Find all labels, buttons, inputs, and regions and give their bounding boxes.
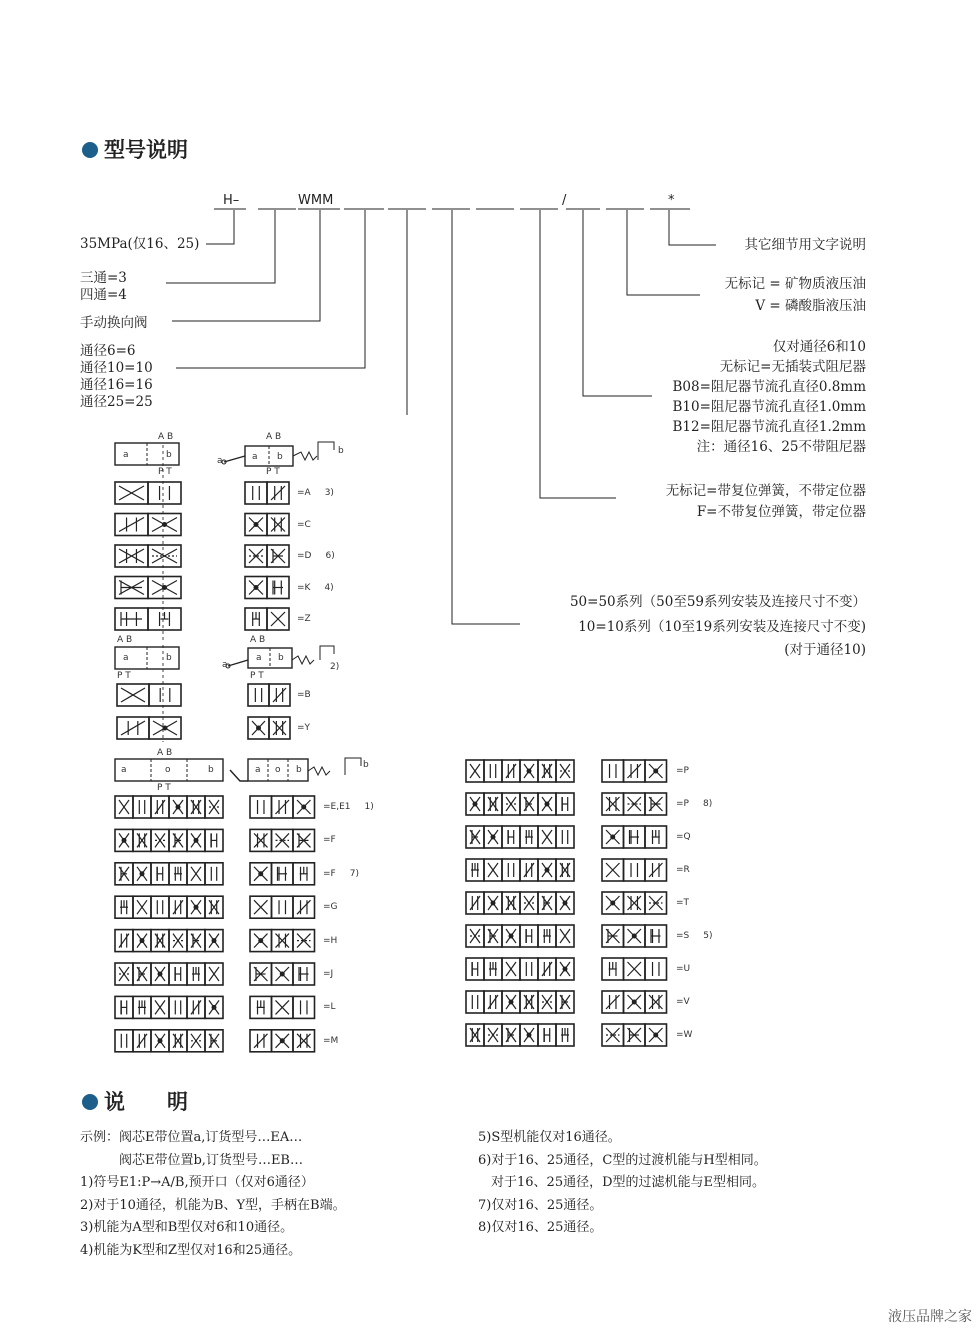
label-other: 其它细节用文字说明 [744, 237, 866, 253]
function-note: 4) [324, 582, 334, 593]
function-label [676, 1030, 706, 1040]
flow-dot [491, 835, 495, 839]
label-manual: 手动换向阀 [80, 315, 148, 331]
function-label [676, 766, 703, 776]
note-line: 4)机能为K型和Z型仅对16和25通径。 [80, 1242, 302, 1258]
flow-dot [254, 586, 258, 590]
spring-icon [293, 452, 317, 460]
note-line: 5)S型机能仅对16通径。 [478, 1130, 621, 1145]
flow-line [649, 863, 663, 877]
flow-line [271, 486, 285, 500]
port-ab-label: A B [158, 432, 174, 442]
note-line: 7)仅对16、25通径。 [478, 1197, 603, 1213]
label-damper-2: B08=阻尼器节流孔直径0.8mm [672, 379, 866, 395]
function-label [297, 488, 334, 498]
function-label [676, 898, 703, 908]
function-code: =L [323, 1002, 336, 1013]
function-code: =G [323, 902, 338, 913]
flow-line [173, 900, 183, 914]
code-wmm: WMM [298, 193, 334, 208]
function-code: =H [323, 935, 338, 946]
spring-b: b [363, 760, 369, 770]
function-label [323, 969, 347, 979]
label-way-4: 四通=4 [80, 287, 127, 303]
flow-dot [527, 769, 531, 773]
note-line: 6)对于16、25通径，C型的过渡机能与H型相同。 [478, 1152, 767, 1168]
function-code: =M [323, 1035, 339, 1046]
port-pt-label: P T [158, 467, 172, 477]
valve-row [645, 958, 667, 980]
pos-b: b [166, 653, 172, 663]
function-note: 5) [703, 931, 713, 941]
flow-dot [212, 939, 216, 943]
flow-dot [212, 1005, 216, 1009]
function-code: =F [323, 835, 336, 846]
flow-dot [163, 586, 167, 590]
label-series-10-note: (对于通径10) [784, 642, 866, 658]
valve-row [115, 1030, 133, 1052]
label-series-50: 50=50系列（50至59系列安装及连接尺寸不变） [569, 594, 866, 610]
function-code: =D [297, 551, 312, 561]
flow-dot [632, 934, 636, 938]
section-title-model: 型号说明 [82, 134, 188, 164]
notes-left [80, 1127, 346, 1263]
flow-line [506, 764, 516, 778]
code-h: H– [223, 193, 240, 208]
flow-line [297, 900, 311, 914]
function-code: =J [323, 969, 334, 979]
function-label [676, 799, 712, 809]
flow-dot [122, 838, 126, 842]
flow-line [191, 1000, 201, 1014]
function-label [323, 1036, 352, 1046]
function-code: =C [297, 519, 311, 530]
label-series-10: 10=10系列（10至19系列安装及连接尺寸不变) [578, 619, 866, 635]
port-ab-label: A B [117, 635, 133, 645]
flow-line [542, 962, 552, 976]
note-line: 3)机能为A型和B型仅对6和10通径。 [80, 1220, 294, 1236]
pos-b: b [208, 765, 214, 775]
label-way-3: 三通=3 [80, 270, 127, 286]
label-size-16: 通径16=16 [80, 377, 153, 393]
flow-dot [545, 802, 549, 806]
lever-icon [224, 456, 245, 462]
function-code: =Q [676, 832, 691, 842]
function-note: 3) [324, 488, 334, 498]
pos-a: a [255, 765, 261, 775]
note-line: 2)对于10通径，机能为B、Y型，手柄在B端。 [80, 1197, 346, 1213]
detent-icon [318, 442, 334, 460]
flow-line [524, 863, 534, 877]
flow-line [628, 764, 642, 778]
function-code: =V [676, 997, 690, 1007]
function-code: =W [676, 1030, 693, 1040]
flow-dot [563, 901, 567, 905]
function-label [297, 690, 325, 700]
flow-dot [257, 726, 261, 730]
flow-line [273, 688, 286, 702]
function-label [297, 723, 324, 733]
note-line: 对于16、25通径，D型的过滤机能与E型相同。 [478, 1175, 765, 1191]
function-code: =A [297, 488, 311, 498]
function-label [676, 964, 704, 974]
note-line: 示例：阀芯E带位置a,订货型号…EA… [80, 1130, 303, 1145]
notes-right [478, 1127, 767, 1240]
flow-dot [140, 939, 144, 943]
flow-dot [545, 868, 549, 872]
label-size-10: 通径10=10 [80, 360, 153, 376]
flow-dot [563, 967, 567, 971]
pos-b: b [277, 452, 283, 462]
flow-dot [158, 1039, 162, 1043]
label-spring-0: 无标记=带复位弹簧，不带定位器 [665, 483, 866, 499]
valve-row [272, 896, 294, 918]
function-label [297, 551, 335, 561]
flow-dot [194, 905, 198, 909]
function-note: 1) [364, 802, 374, 812]
function-code: =S [676, 931, 690, 941]
pos-b: b [166, 450, 172, 460]
detent-icon [320, 646, 334, 660]
flow-dot [491, 901, 495, 905]
flow-dot [259, 939, 263, 943]
flow-line [276, 800, 290, 814]
flow-dot [163, 523, 167, 527]
detent-icon [345, 758, 361, 775]
flow-dot [527, 1033, 531, 1037]
flow-dot [259, 872, 263, 876]
label-damper-5: 注：通径16、25不带阻尼器 [696, 439, 866, 455]
port-ab-label: A B [266, 432, 282, 442]
function-label [323, 802, 374, 812]
valve-row [205, 863, 223, 885]
valve-row [248, 684, 269, 706]
flow-line [606, 995, 620, 1009]
valve-row [245, 482, 267, 504]
function-label [323, 936, 351, 946]
lever-a: a [217, 456, 223, 466]
label-size-25: 通径25=25 [80, 394, 153, 410]
valve-row [466, 991, 484, 1013]
spring-icon [292, 656, 314, 664]
note-line: 阀芯E带位置b,订货型号…EB… [80, 1152, 303, 1168]
valve-row [484, 760, 502, 782]
port-pt-label: P T [117, 671, 131, 681]
flow-dot [611, 835, 615, 839]
function-code: =F [323, 868, 336, 879]
flow-dot [163, 726, 167, 730]
flow-line [119, 934, 129, 948]
function-code: =Z [297, 614, 311, 624]
function-code: =T [676, 898, 690, 908]
flow-dot [280, 972, 284, 976]
function-code: =K [297, 582, 311, 593]
note-line: 8)仅对16、25通径。 [478, 1220, 603, 1236]
function-label [676, 832, 705, 842]
pos-a: a [123, 450, 129, 460]
function-label [297, 520, 325, 530]
flow-line [119, 518, 144, 532]
function-note: 6) [325, 551, 335, 561]
flow-dot [654, 1033, 658, 1037]
flow-dot [611, 901, 615, 905]
valve-row [149, 684, 181, 706]
function-label [323, 869, 359, 879]
pos-a: a [121, 765, 127, 775]
function-note: 8) [702, 799, 713, 809]
function-note: 7) [349, 868, 359, 879]
flow-dot [654, 769, 658, 773]
port-ab-label: A B [250, 635, 266, 645]
valve-row [169, 996, 187, 1018]
label-pressure: 35MPa(仅16、25) [80, 236, 200, 252]
function-code: =P [676, 799, 689, 809]
function-label [676, 931, 713, 941]
valve-row [293, 996, 315, 1018]
flow-dot [509, 1000, 513, 1004]
valve-row [602, 760, 624, 782]
flow-line [470, 896, 480, 910]
flow-dot [473, 802, 477, 806]
flow-line [155, 800, 165, 814]
function-label [676, 997, 704, 1007]
pos-a: a [123, 653, 129, 663]
valve-row [148, 482, 181, 504]
valve-row [151, 896, 169, 918]
pos-o: o [165, 765, 171, 775]
port-ab-label: A B [157, 748, 173, 758]
group2-note: 2) [330, 662, 340, 672]
label-spring-1: F=不带复位弹簧，带定位器 [696, 504, 866, 520]
label-damper-3: B10=阻尼器节流孔直径1.0mm [672, 399, 866, 415]
function-code: =B [297, 690, 311, 700]
label-fluid-phosphate: V = 磷酸脂液压油 [755, 298, 866, 314]
function-label [297, 583, 334, 593]
section-title-notes: 说 明 [82, 1086, 188, 1116]
flow-dot [632, 1000, 636, 1004]
valve-row [250, 796, 272, 818]
label-fluid-mineral: 无标记 = 矿物质液压油 [724, 276, 866, 292]
pos-a: a [256, 653, 262, 663]
pos-b: b [278, 653, 284, 663]
flow-dot [194, 838, 198, 842]
function-code: =P [676, 766, 689, 776]
port-pt-label: P T [157, 783, 171, 793]
code-star: * [668, 193, 675, 208]
flow-dot [254, 523, 258, 527]
flow-dot [158, 972, 162, 976]
lever-icon [228, 660, 248, 666]
label-damper-4: B12=阻尼器节流孔直径1.2mm [672, 419, 866, 435]
flow-dot [302, 805, 306, 809]
lever-a: a [222, 660, 228, 670]
function-label [297, 614, 325, 624]
valve-row [502, 859, 520, 881]
spring-icon [308, 767, 330, 775]
port-pt-label: P T [266, 467, 280, 477]
flow-dot [176, 805, 180, 809]
function-label [323, 835, 350, 845]
pos-b: b [296, 765, 302, 775]
valve-row [133, 796, 151, 818]
function-label [323, 902, 352, 912]
lever-icon [230, 770, 248, 781]
flow-line [137, 1034, 147, 1048]
valve-row [520, 958, 538, 980]
label-size-6: 通径6=6 [80, 343, 136, 359]
flow-line [121, 721, 145, 735]
pos-o: o [275, 765, 281, 775]
note-line: 1)符号E1:P→A/B,预开口（仅对6通径） [80, 1175, 314, 1191]
flow-dot [140, 872, 144, 876]
flow-dot [509, 934, 513, 938]
watermark: 液压品牌之家 [888, 1309, 972, 1325]
flow-line [254, 1034, 268, 1048]
code-slash: / [562, 193, 567, 208]
valve-row [556, 826, 574, 848]
function-label [676, 865, 704, 875]
label-damper-1: 无标记=无插装式阻尼器 [719, 359, 866, 375]
valve-row [624, 859, 646, 881]
port-pt-label: P T [250, 671, 264, 681]
pos-a: a [252, 452, 258, 462]
spring-b: b [338, 446, 344, 456]
function-label [323, 1002, 350, 1012]
function-code: =U [676, 964, 691, 974]
flow-dot [280, 1039, 284, 1043]
flow-line [488, 995, 498, 1009]
label-damper-0: 仅对通径6和10 [772, 339, 866, 355]
function-code: =Y [297, 723, 311, 733]
function-code: =E,E1 [323, 802, 351, 812]
function-code: =R [676, 865, 690, 875]
